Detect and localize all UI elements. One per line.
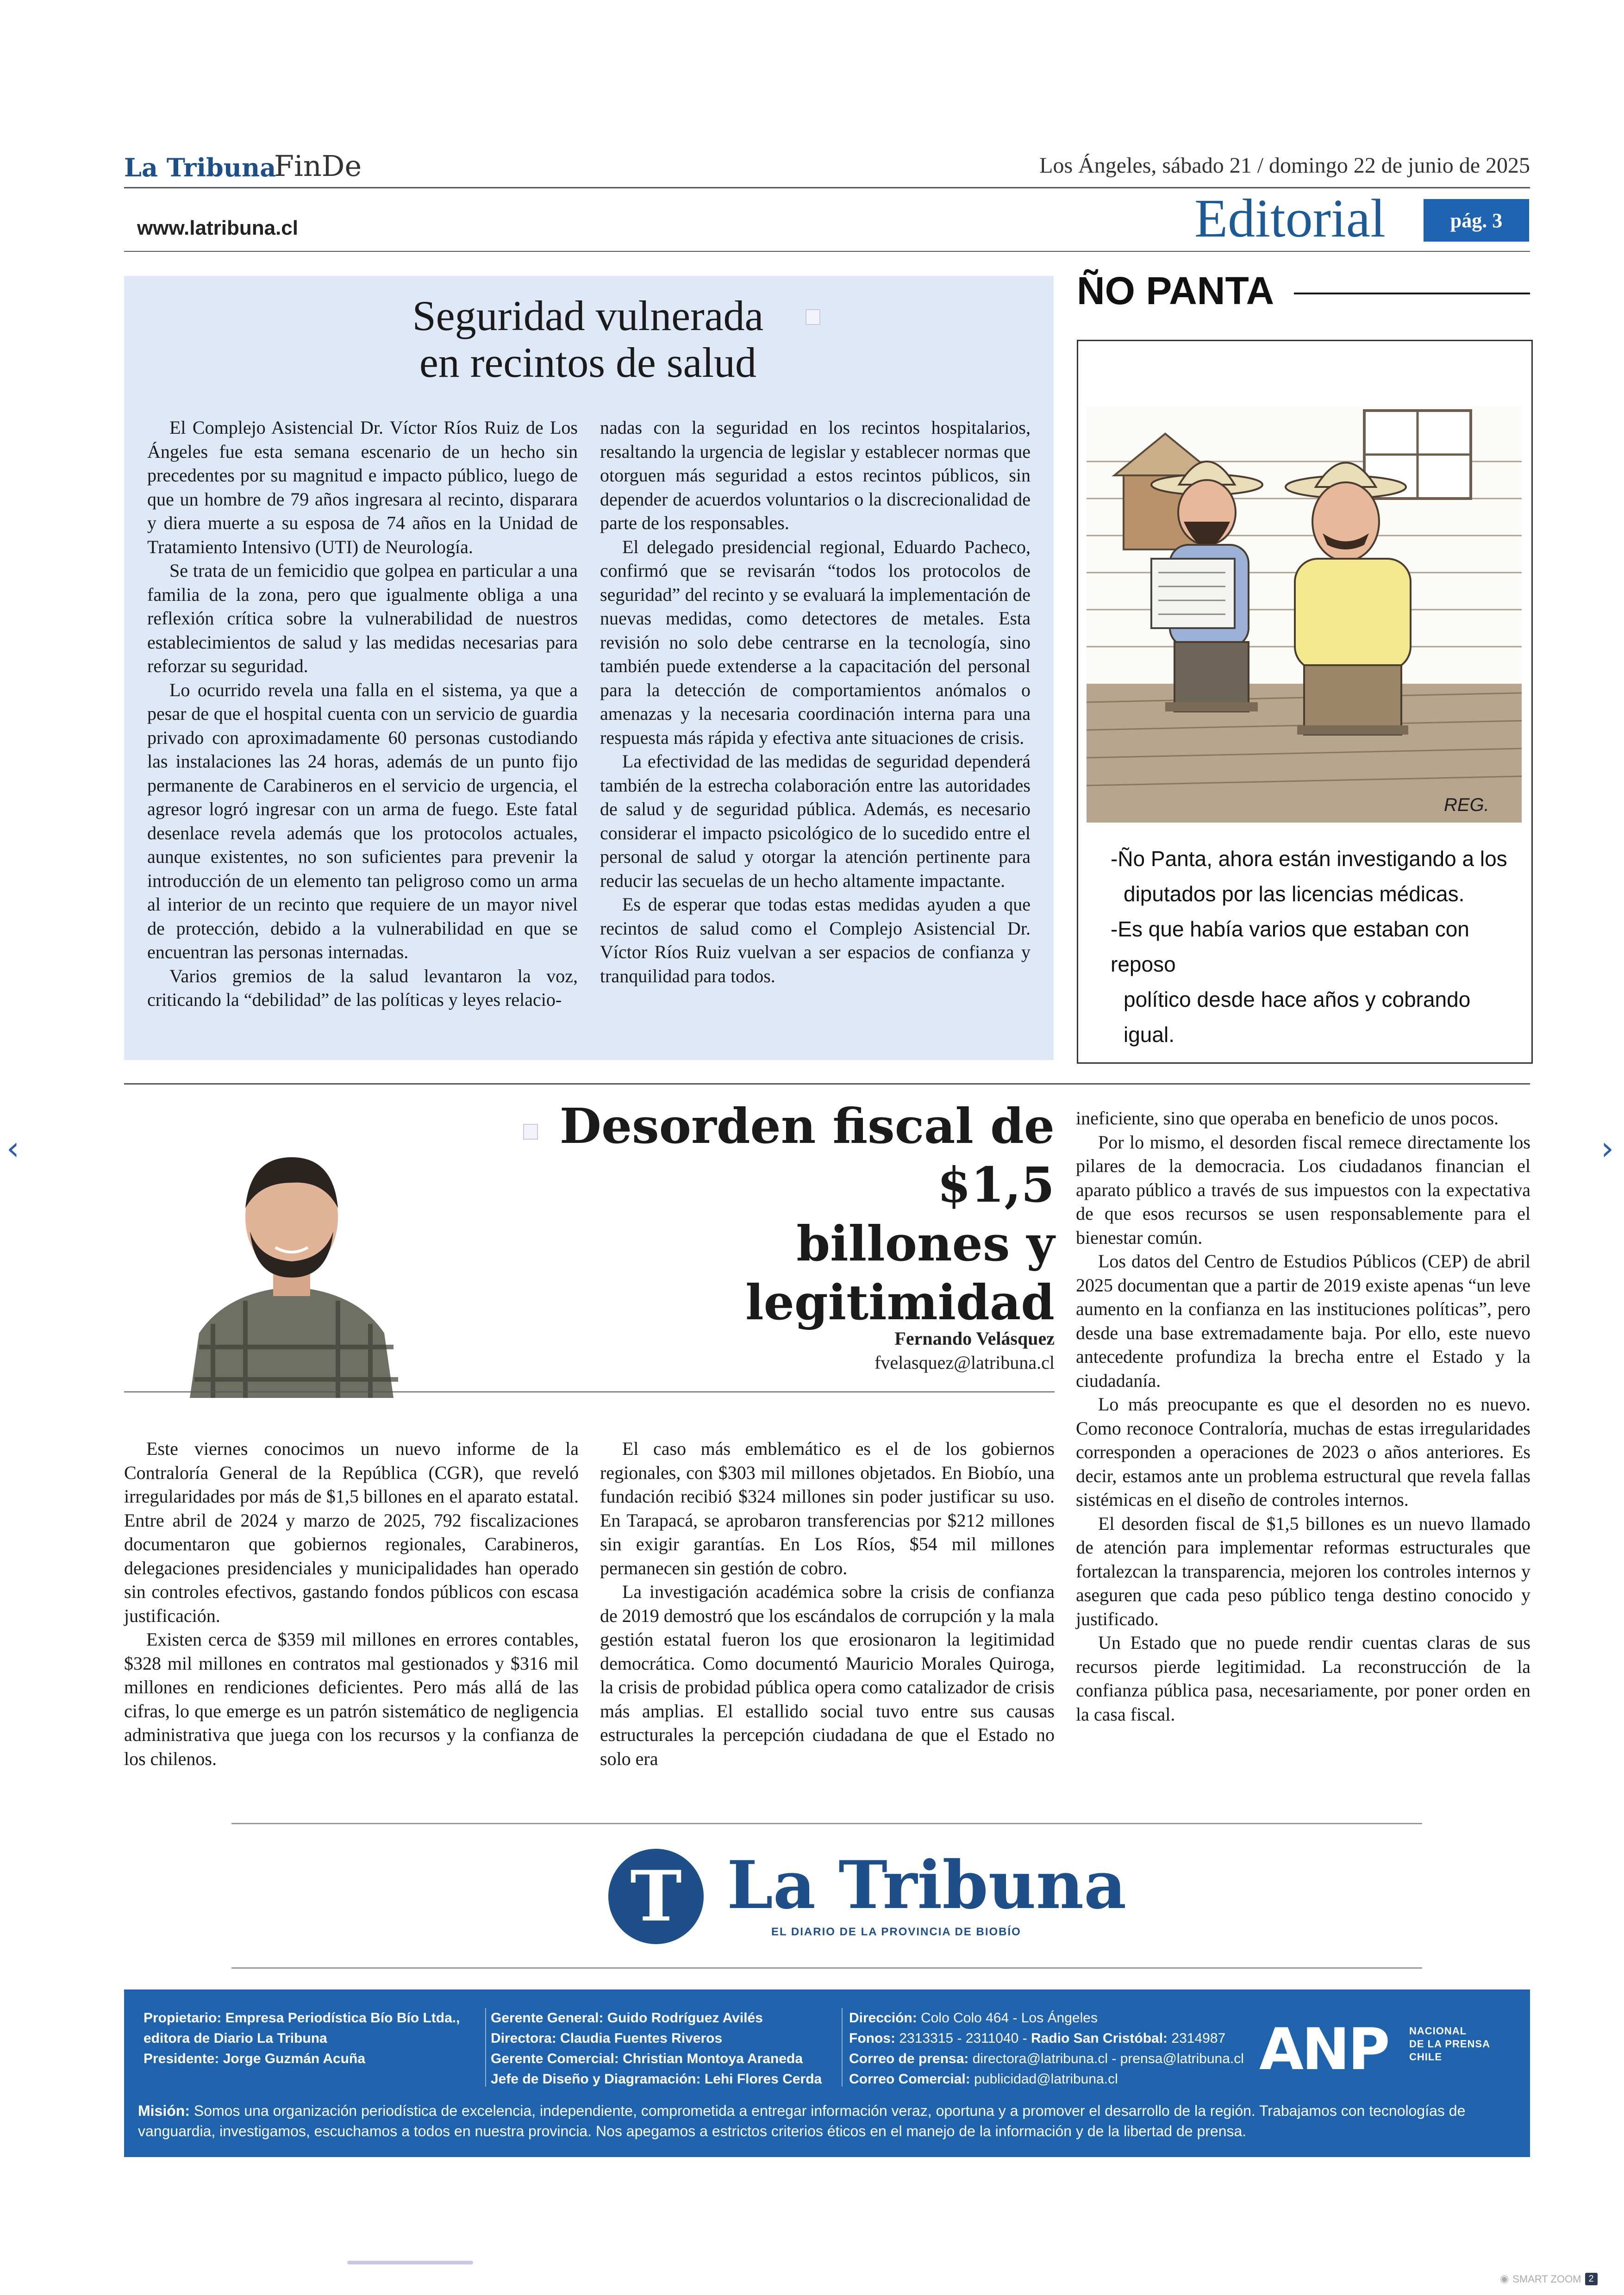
section-title: Editorial bbox=[1194, 188, 1386, 249]
edition-label: FinDe bbox=[274, 149, 362, 183]
website-url[interactable]: www.latribuna.cl bbox=[137, 217, 298, 239]
footer-commercial-email[interactable]: publicidad@latribuna.cl bbox=[974, 2071, 1118, 2087]
paragraph: Lo más preocupante es que el desorden no es nuevo. Como reconoce Contraloría, muchas de estas irregularidades corresponden a operaciones de 2023 o años anteriores. Es decir, estamos ante un problema estructural que revela fallas sistémicas en el diseño de controles internos. bbox=[1076, 1394, 1530, 1510]
author-name: Fernando Velásquez bbox=[894, 1328, 1055, 1349]
caption-line: -Ño Panta, ahora están investigando a los bbox=[1111, 847, 1507, 871]
footer-contact bbox=[849, 2008, 1244, 2089]
footer-label: Dirección: bbox=[849, 2010, 917, 2026]
paragraph: ineficiente, sino que operaba en beneficio de unos pocos. bbox=[1076, 1108, 1499, 1129]
paragraph: Este viernes conocimos un nuevo informe de la Contraloría General de la República (CGR), que reveló irregularidades por más de $1,5 billones en el aparato estatal. Entre abril de 2024 y marzo de 2025, 792 fiscalizaciones documentaron que gobiernos regionales, Carabineros, delegaciones presidenciales y municipalidades han operado sin controles efectivos, gastando fondos públicos con escasa justificación. bbox=[124, 1438, 579, 1626]
page-number-badge: pág. 3 bbox=[1424, 199, 1529, 242]
comic-signature: REG. bbox=[1444, 795, 1489, 815]
footer-press-email[interactable]: directora@latribuna.cl - prensa@latribuna.cl bbox=[972, 2051, 1244, 2066]
footer-label: Radio San Cristóbal: bbox=[1031, 2031, 1168, 2046]
header-rule-2 bbox=[124, 251, 1530, 252]
editorial-column-1 bbox=[147, 416, 578, 1012]
comic-title-rule bbox=[1294, 293, 1530, 294]
author-email[interactable]: fvelasquez@latribuna.cl bbox=[874, 1352, 1055, 1373]
paragraph: nadas con la seguridad en los recintos hospitalarios, resaltando la urgencia de legislar y establecer normas que otorguen más seguridad a estos recintos públicos, sin depender de acuerdos voluntarios o la discrecionalidad de parte de los responsables. bbox=[600, 417, 1031, 533]
footer-line: Presidente: Jorge Guzmán Acuña bbox=[144, 2051, 366, 2066]
paragraph: El delegado presidencial regional, Eduardo Pacheco, confirmó que se revisarán “todos los protocolos de seguridad” del recinto y se evaluará la implementación de nuevas medidas, como detectores de metales. Esta revisión no solo debe centrarse en la tecnología, sino también puede extenderse a la capacitación del personal para la detección de comportamientos anómalos o amenazas y la necesaria coordinación interna para una respuesta más rápida y efectiva ante situaciones de crisis. bbox=[600, 536, 1031, 748]
paragraph: Los datos del Centro de Estudios Públicos (CEP) de abril 2025 documentan que a partir de 2019 existe apenas “un leve aumento en la confianza en las instituciones políticas”, pero desde una base extremadamente baja. Por ello, este nuevo antecedente profundiza la brecha entre el Estado y la ciudadanía. bbox=[1076, 1251, 1530, 1391]
masthead-logo-icon: T bbox=[608, 1849, 704, 1944]
anp-line: DE LA PRENSA bbox=[1409, 2038, 1490, 2050]
anp-line: CHILE bbox=[1409, 2051, 1442, 2063]
anp-label bbox=[1409, 2025, 1490, 2064]
footer-line: editora de Diario La Tribuna bbox=[144, 2031, 327, 2046]
caption-line: -Es que había varios que estaban con reposo bbox=[1111, 917, 1469, 976]
page-indicator: 2 bbox=[1585, 2273, 1598, 2285]
paragraph: La investigación académica sobre la crisis de confianza de 2019 demostró que los escándalos de corrupción y la mala gestión estatal fueron los que erosionaron la legitimidad democrática. Como documentó Mauricio Morales Quiroga, la crisis de probidad pública opera como catalizador de crisis más amplias. El estallido social tuvo entre sus causas estructurales la percepción ciudadana de que el Estado no solo era bbox=[600, 1581, 1055, 1769]
editorial-title bbox=[287, 293, 889, 386]
footer-label: Fonos: bbox=[849, 2031, 895, 2046]
page-scroll-indicator[interactable] bbox=[347, 2261, 473, 2264]
editorial-column-2 bbox=[600, 416, 1031, 988]
comic-title: ÑO PANTA bbox=[1077, 269, 1274, 312]
smart-zoom-label: SMART ZOOM bbox=[1512, 2273, 1581, 2285]
footer-address: Colo Colo 464 - Los Ángeles bbox=[921, 2010, 1098, 2026]
paragraph: Un Estado que no puede rendir cuentas claras de sus recursos pierde legitimidad. La reconstrucción de la confianza pública pasa, necesariamente, por poner orden en la casa fiscal. bbox=[1076, 1632, 1530, 1725]
paragraph: El desorden fiscal de $1,5 billones es un nuevo llamado de atención para implementar reformas estructurales que fortalezcan la transparencia, mejoren los controles internos y aseguren que cada peso público tenga destino conocido y justificado. bbox=[1076, 1513, 1530, 1629]
footer-line: Jefe de Diseño y Diagramación: Lehi Flores Cerda bbox=[491, 2071, 822, 2087]
comic-frame bbox=[1077, 340, 1533, 1064]
brand-logo-small: La Tribuna bbox=[124, 153, 276, 182]
footer-line: Directora: Claudia Fuentes Riveros bbox=[491, 2031, 723, 2046]
annotation-icon[interactable] bbox=[806, 309, 820, 325]
cartoon-illustration bbox=[1087, 406, 1522, 823]
anp-line: NACIONAL bbox=[1409, 2025, 1467, 2037]
dateline: Los Ángeles, sábado 21 / domingo 22 de junio de 2025 bbox=[1039, 153, 1530, 178]
mission-label: Misión: bbox=[138, 2102, 190, 2119]
editorial-title-line1: Seguridad vulnerada bbox=[412, 292, 764, 339]
anp-logo: ANP bbox=[1259, 2016, 1388, 2083]
footer-line: Gerente Comercial: Christian Montoya Araneda bbox=[491, 2051, 803, 2066]
paragraph: Varios gremios de la salud levantaron la voz, criticando la “debilidad” de las políticas y leyes relacio- bbox=[147, 965, 578, 1010]
footer-owner bbox=[144, 2008, 460, 2069]
masthead-name: La Tribuna bbox=[727, 1847, 1127, 1924]
mission-text: Somos una organización periodística de excelencia, independiente, comprometida a entregar información veraz, oportuna y a promover el desarrollo de la región. Trabajamos con tecnologías de vanguardia, investigamos, escuchamos a todos en nuestra provincia. Nos apegamos a estrictos criterios éticos en el manejo de la información y de la libertad de prensa. bbox=[138, 2102, 1466, 2139]
footer-radio: 2314987 bbox=[1171, 2031, 1226, 2046]
footer-label: Correo de prensa: bbox=[849, 2051, 969, 2066]
footer-divider bbox=[842, 2008, 843, 2087]
footer-divider bbox=[485, 2008, 486, 2087]
chevron-left-icon[interactable]: ‹ bbox=[6, 1129, 19, 1167]
paragraph: Se trata de un femicidio que golpea en particular a una familia de la zona, pero que igualmente obliga a una reflexión crítica sobre la vulnerabilidad de nuestros establecimientos de salud y las medidas necesarias para reforzar su seguridad. bbox=[147, 560, 578, 676]
paragraph: El caso más emblemático es el de los gobiernos regionales, con $303 mil millones objetados. En Biobío, una fundación recibió $324 millones sin poder justificar su uso. En Tarapacá, se aprobaron transferencias por $212 millones sin exigir garantías. En Los Ríos, $54 mil millones permanecen sin gestión de cobro. bbox=[600, 1438, 1055, 1578]
footer-phones: 2313315 - 2311040 - bbox=[899, 2031, 1027, 2046]
opinion-title-line1: Desorden fiscal de $1,5 bbox=[559, 1098, 1055, 1213]
masthead-rule-bottom bbox=[231, 1967, 1422, 1969]
opinion-column-1 bbox=[124, 1437, 579, 1771]
opinion-column-2 bbox=[600, 1437, 1055, 1771]
opinion-title bbox=[542, 1097, 1055, 1332]
footer-mission bbox=[138, 2101, 1518, 2141]
comic-caption bbox=[1111, 841, 1523, 1052]
chevron-right-icon[interactable]: › bbox=[1601, 1129, 1614, 1167]
footer-band bbox=[124, 1989, 1530, 2157]
masthead-rule-top bbox=[231, 1823, 1422, 1824]
editorial-title-line2: en recintos de salud bbox=[419, 339, 757, 387]
footer-line: Propietario: Empresa Periodística Bío Bío Ltda., bbox=[144, 2010, 460, 2026]
caption-line: diputados por las licencias médicas. bbox=[1124, 882, 1465, 906]
byline-rule bbox=[124, 1391, 1055, 1392]
section-divider bbox=[124, 1083, 1530, 1085]
paragraph: Lo ocurrido revela una falla en el sistema, ya que a pesar de que el hospital cuenta con un servicio de guardia privado con aproximadamente 60 personas custodiando las instalaciones las 24 horas, además de un punto fijo permanente de Carabineros en el servicio de urgencia, el agresor logró ingresar con un arma de fuego. Este fatal desenlace revela además que los protocolos actuales, aunque existentes, no son suficientes para prevenir la introducción de un elemento tan peligroso como un arma al interior de un recinto que requiere de un mayor nivel de protección, debido a la vulnerabilidad en que se encuentran las personas internadas. bbox=[147, 679, 578, 962]
eye-icon: ◉ bbox=[1500, 2273, 1509, 2285]
footer-label: Correo Comercial: bbox=[849, 2071, 970, 2087]
opinion-column-3 bbox=[1076, 1106, 1530, 1726]
opinion-title-line2: billones y legitimidad bbox=[745, 1215, 1055, 1331]
masthead-tagline: EL DIARIO DE LA PROVINCIA DE BIOBÍO bbox=[771, 1926, 1021, 1938]
paragraph: Existen cerca de $359 mil millones en errores contables, $328 mil millones en contratos mal gestionados y $316 mil millones en rendiciones deficientes. Pero más allá de las cifras, lo que emerge es un patrón sistemático de negligencia administrativa que juega con los recursos y la confianza de los chilenos. bbox=[124, 1629, 579, 1769]
paragraph: Es de esperar que todas estas medidas ayuden a que recintos de salud como el Complejo Asistencial Dr. Víctor Ríos Ruiz vuelvan a ser espacios de confianza y tranquilidad para todos. bbox=[600, 894, 1031, 986]
author-photo bbox=[171, 1139, 412, 1398]
footer-line: Gerente General: Guido Rodríguez Avilés bbox=[491, 2010, 763, 2026]
paragraph: El Complejo Asistencial Dr. Víctor Ríos Ruiz de Los Ángeles fue esta semana escenario de un hecho sin precedentes por su magnitud e impacto público, luego de que un hombre de 79 años ingresara al recinto, disparara y diera muerte a su esposa de 74 años en la Unidad de Tratamiento Intensivo (UTI) de Neurología. bbox=[147, 417, 578, 557]
caption-line: político desde hace años y cobrando igual. bbox=[1124, 987, 1471, 1047]
smart-zoom-control[interactable] bbox=[1500, 2273, 1598, 2285]
footer-staff bbox=[491, 2008, 822, 2089]
paragraph: Por lo mismo, el desorden fiscal remece directamente los pilares de la democracia. Los ciudadanos financian el aparato público a través de sus impuestos con la expectativa de que esos recursos se usen responsablemente para el bienestar común. bbox=[1076, 1131, 1530, 1248]
paragraph: La efectividad de las medidas de seguridad dependerá también de la estrecha colaboración entre las autoridades de salud y de seguridad pública. Además, es necesario considerar el impacto psicológico de lo sucedido entre el personal de salud y otorgar la atención pertinente para reducir las secuelas de un hecho altamente impactante. bbox=[600, 751, 1031, 891]
annotation-icon[interactable] bbox=[523, 1124, 538, 1140]
